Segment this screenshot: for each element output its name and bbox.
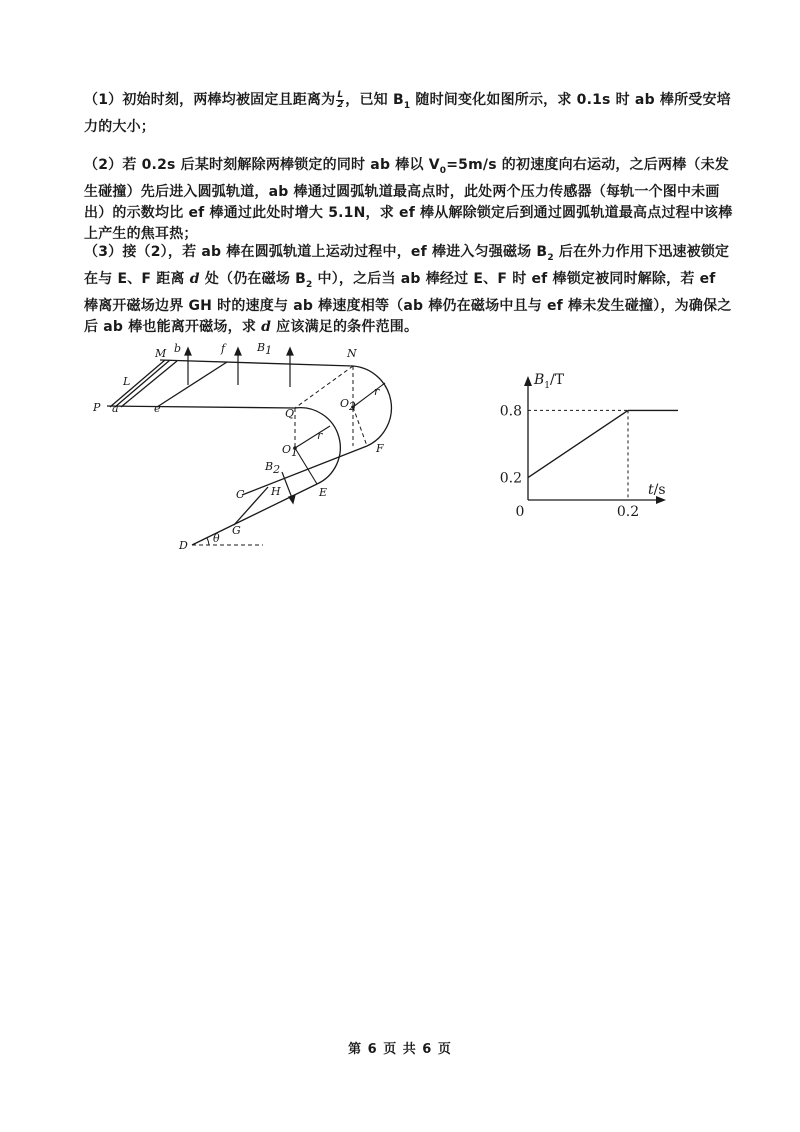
- label-e-point: E: [319, 486, 328, 499]
- radius-upper: [353, 383, 385, 407]
- label-c: C: [236, 488, 245, 501]
- arrow-head-icon: [185, 348, 191, 355]
- y-axis-arrow-icon: [524, 376, 532, 386]
- question-2-text-b: =5m/s 的初速度向右运动，之后两棒（未发生碰撞）先后进入圆弧轨道，ab 棒通过圆弧轨道最高点时，此处两个压力传感器（每轨一个图中未画出）的示数均比 ef 棒通过此处时增大 5.1N，求 ef 棒从解除锁定后到通过圆弧轨道最高点过程中该棒上产生的焦耳热；: [84, 157, 733, 242]
- x-tick-label: 0.2: [616, 504, 640, 520]
- x-axis-label: t/s: [648, 482, 666, 498]
- dash-o1-e: [295, 448, 317, 484]
- fraction-l-over-2: [336, 91, 344, 110]
- label-theta: θ: [213, 532, 220, 545]
- subscript: 2: [305, 279, 313, 290]
- fraction-numerator: L: [337, 89, 344, 100]
- subscript: 0: [439, 165, 447, 176]
- track-diagram: [85, 335, 425, 560]
- rail-bottom: [107, 406, 295, 408]
- origin-label: 0: [515, 504, 525, 520]
- question-2: [84, 155, 734, 245]
- arrow-head-icon: [235, 348, 241, 355]
- question-3-text-e: 应该满足的条件范围。: [271, 318, 419, 335]
- arrow-head-icon: [289, 495, 295, 503]
- page-footer: 第 6 页 共 6 页: [348, 1042, 452, 1057]
- question-1-text-b: ，已知 B: [345, 92, 404, 108]
- question-1-text-c: 随时间变化如图所示，求 0.1s 时 ab 棒所受安培力的大小；: [84, 92, 731, 135]
- label-o2: O2: [340, 397, 357, 413]
- y-tick-label: 0.2: [499, 470, 522, 487]
- label-a: a: [112, 402, 119, 415]
- label-b1: B1: [257, 341, 273, 357]
- question-1: [84, 90, 734, 138]
- y-axis-label: $B_1/T$: [534, 372, 565, 391]
- fraction-denominator: 2: [337, 99, 344, 110]
- arc-upper: [353, 366, 391, 446]
- subscript: 2: [547, 252, 554, 263]
- question-3-text-c: 处（仍在磁场 B: [199, 270, 306, 287]
- label-m: M: [155, 347, 167, 360]
- label-l: L: [123, 375, 131, 388]
- label-b2: B2: [265, 460, 281, 476]
- label-e: e: [154, 402, 161, 415]
- question-3-text-a: （3）接（2），若 ab 棒在圆弧轨道上运动过程中，ef 棒进入匀强磁场 B: [84, 244, 548, 260]
- label-f-point: F: [376, 442, 384, 455]
- rail-end-mp: [110, 360, 165, 407]
- label-b: b: [174, 342, 182, 355]
- question-3-text-d: 中），之后当 ab 棒经过 E、F 时 ef 棒锁定被同时解除，若 ef 棒离开磁场边界 GH 时的速度与 ab 棒速度相等（ab 棒仍在磁场中且与 ef 棒未发生碰撞），为确保之后 ab 棒也能离开磁场，求: [84, 270, 732, 335]
- label-g: G: [232, 524, 241, 537]
- rail-incline-upper: [242, 446, 367, 495]
- question-1-text-a: （1）初始时刻，两棒均被固定且距离为: [84, 92, 336, 108]
- arrow-head-icon: [287, 348, 293, 355]
- y-tick-label: 0.8: [499, 403, 522, 420]
- label-r-lower: r: [317, 429, 323, 442]
- question-3-text-b: 后在外力作用下迅速被锁定在与 E、F 距离: [84, 244, 730, 287]
- b1-time-graph: [470, 368, 680, 523]
- angle-theta-arc: [207, 538, 209, 545]
- label-d: D: [179, 539, 188, 552]
- label-o1: O1: [282, 443, 299, 459]
- label-r-upper: r: [374, 385, 380, 398]
- label-q: Q: [285, 407, 295, 420]
- label-f: f: [221, 342, 226, 355]
- label-n: N: [347, 347, 357, 360]
- variable-d: d: [261, 318, 272, 335]
- series-segment: [528, 410, 628, 477]
- label-p: P: [93, 401, 101, 414]
- arc-lower: [295, 408, 340, 484]
- question-2-text-a: （2）若 0.2s 后某时刻解除两棒锁定的同时 ab 棒以 V: [84, 157, 440, 173]
- label-h: H: [271, 485, 281, 498]
- question-3: [84, 242, 734, 338]
- radius-lower: [295, 426, 330, 448]
- rail-incline-lower: [192, 484, 317, 545]
- rail-top: [160, 360, 353, 366]
- subscript: 1: [403, 100, 411, 111]
- variable-d: d: [189, 270, 200, 287]
